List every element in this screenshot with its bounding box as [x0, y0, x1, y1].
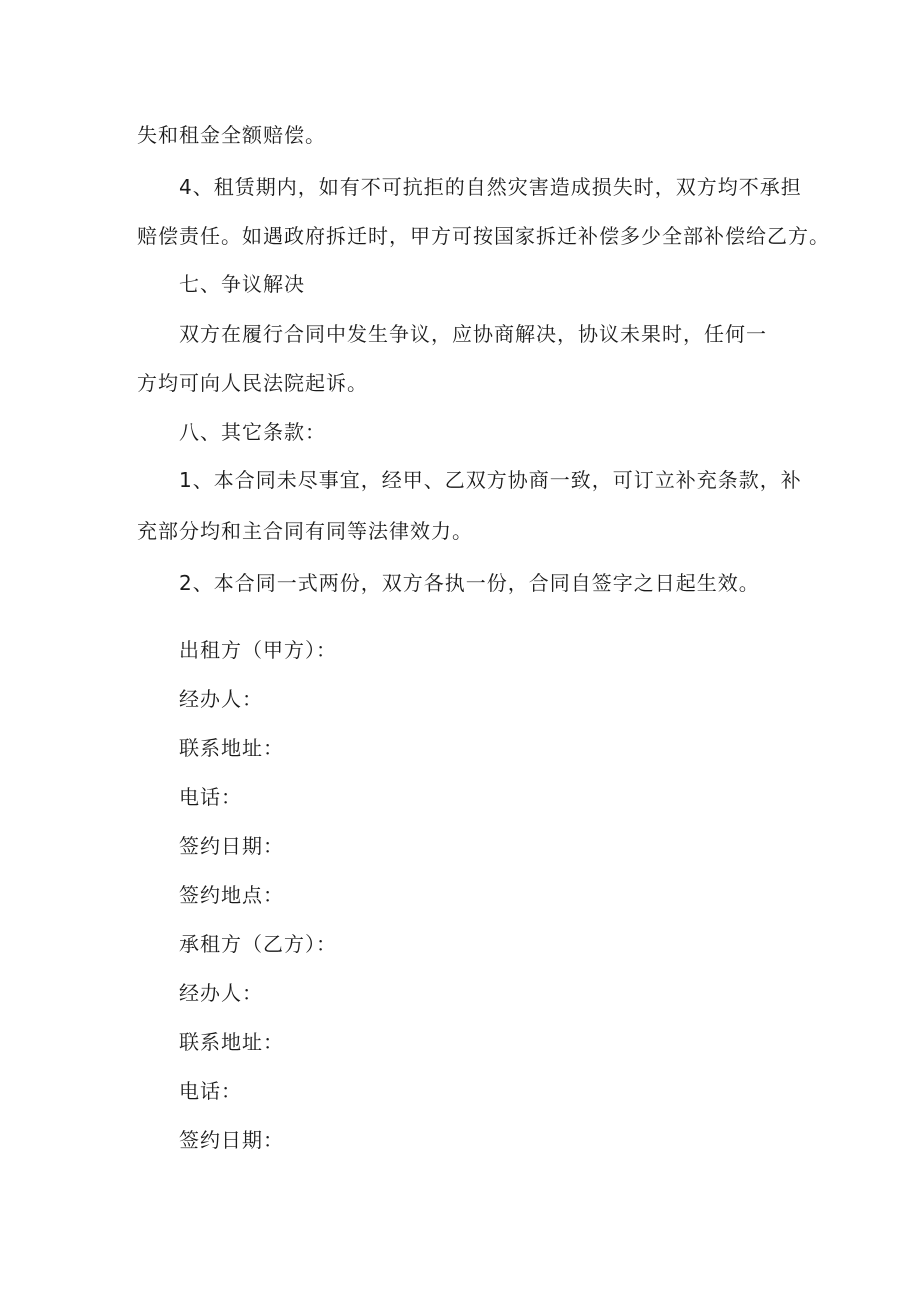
text-line: 方均可向人民法院起诉。 — [137, 371, 368, 395]
signature-field-label: 出租方（甲方）： — [179, 638, 337, 662]
section-heading: 七、争议解决 — [179, 272, 305, 296]
signature-field-label: 联系地址： — [179, 736, 284, 760]
signature-field-label: 签约日期： — [179, 834, 284, 858]
text-line: 充部分均和主合同有同等法律效力。 — [137, 519, 473, 543]
text-line: 双方在履行合同中发生争议，应协商解决，协议未果时，任何一 — [179, 322, 767, 346]
signature-field-label: 电话： — [179, 785, 242, 809]
signature-field-label: 经办人： — [179, 981, 263, 1005]
text-line: 1、本合同未尽事宜，经甲、乙双方协商一致，可订立补充条款，补 — [179, 468, 802, 492]
text-line: 赔偿责任。如遇政府拆迁时，甲方可按国家拆迁补偿多少全部补偿给乙方。 — [137, 224, 830, 248]
section-heading: 八、其它条款： — [179, 420, 326, 444]
signature-field-label: 签约日期： — [179, 1128, 284, 1152]
signature-field-label: 经办人： — [179, 687, 263, 711]
text-line: 4、租赁期内，如有不可抗拒的自然灾害造成损失时，双方均不承担 — [179, 175, 802, 199]
signature-field-label: 电话： — [179, 1079, 242, 1103]
text-line: 失和租金全额赔偿。 — [137, 123, 326, 147]
text-line: 2、本合同一式两份，双方各执一份，合同自签字之日起生效。 — [179, 571, 760, 595]
signature-field-label: 联系地址： — [179, 1030, 284, 1054]
signature-field-label: 签约地点： — [179, 883, 284, 907]
signature-field-label: 承租方（乙方）： — [179, 932, 337, 956]
